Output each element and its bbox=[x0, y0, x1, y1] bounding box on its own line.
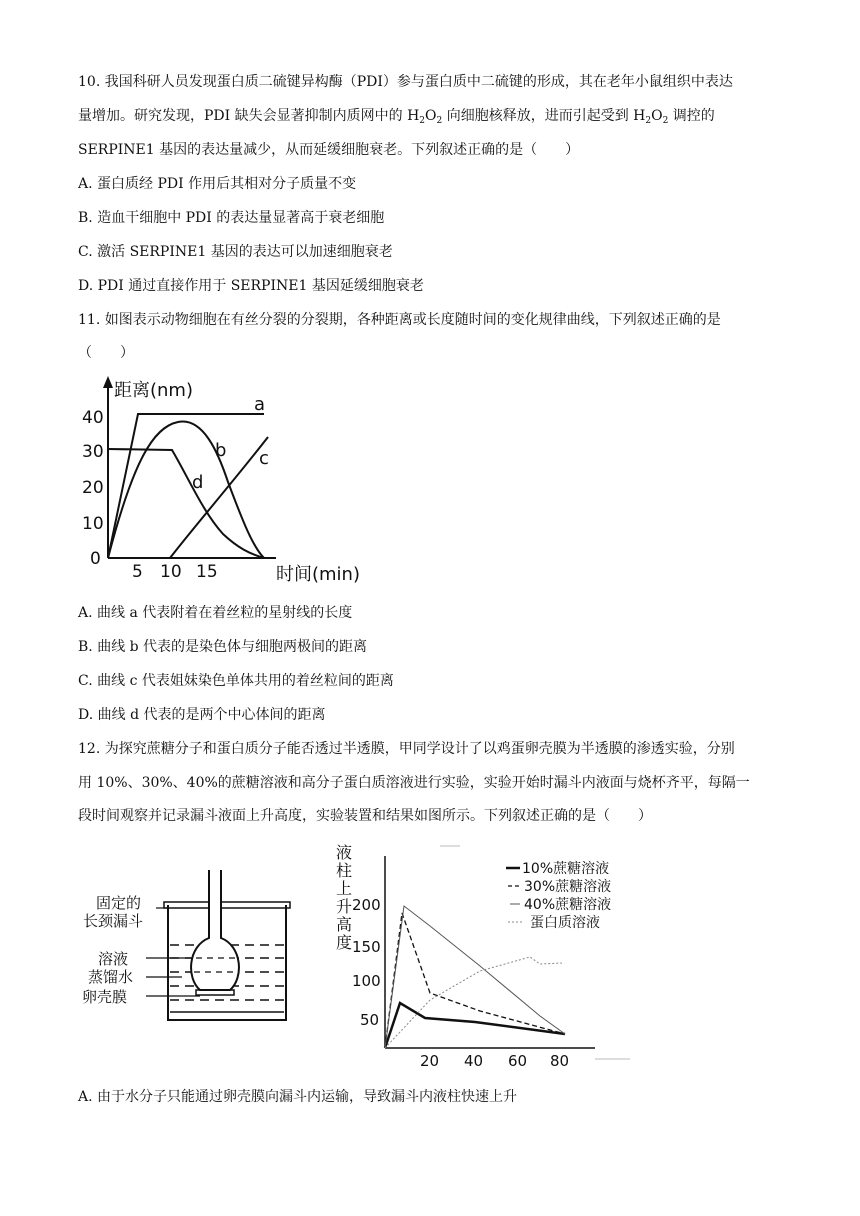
q11-option-d: D. 曲线 d 代表的是两个中心体间的距离 bbox=[78, 707, 326, 723]
q10-option-a: A. 蛋白质经 PDI 作用后其相对分子质量不变 bbox=[78, 176, 357, 192]
label-funnel: 长颈漏斗 bbox=[83, 912, 144, 930]
chart1-ytick-40: 40 bbox=[82, 408, 104, 428]
q11-option-a: A. 曲线 a 代表附着在着丝粒的星射线的长度 bbox=[78, 605, 353, 621]
chart2-xtick-60: 60 bbox=[508, 1052, 528, 1070]
chart2-ytick-150: 150 bbox=[352, 938, 381, 956]
chart2-ytick-200: 200 bbox=[352, 896, 381, 914]
curve-label-d: d bbox=[192, 472, 204, 493]
chart2-xtick-80: 80 bbox=[550, 1052, 570, 1070]
distance-time-chart bbox=[78, 372, 388, 592]
label-water: 蒸馏水 bbox=[88, 968, 134, 986]
chart1-ytick-10: 10 bbox=[82, 514, 104, 534]
chart1-xtick-10: 10 bbox=[160, 562, 182, 582]
q12-stem-line2: 用 10%、30%、40%的蔗糖溶液和高分子蛋白质溶液进行实验，实验开始时漏斗内液面与烧杯齐平，每隔一 bbox=[78, 775, 750, 791]
curve-label-c: c bbox=[259, 448, 269, 469]
osmosis-apparatus bbox=[78, 850, 298, 1030]
legend-40: 40%蔗糖溶液 bbox=[524, 897, 612, 913]
chart2-xtick-20: 20 bbox=[420, 1052, 440, 1070]
chart2-ytick-50: 50 bbox=[360, 1011, 380, 1029]
chart1-ylabel: 距离(nm) bbox=[114, 380, 193, 401]
beaker-lid bbox=[164, 902, 290, 908]
q11-option-c: C. 曲线 c 代表姐妹染色单体共用的着丝粒间的距离 bbox=[78, 673, 394, 689]
label-membrane: 卵壳膜 bbox=[82, 988, 128, 1006]
chart2-ylabel-c4: 升 bbox=[336, 897, 353, 916]
legend-30: 30%蔗糖溶液 bbox=[524, 879, 612, 895]
membrane bbox=[196, 990, 234, 995]
curve-label-a: a bbox=[254, 394, 266, 415]
curve-d bbox=[108, 449, 264, 558]
q10-option-d: D. PDI 通过直接作用于 SERPINE1 基因延缓细胞衰老 bbox=[78, 278, 424, 294]
chart1-ytick-30: 30 bbox=[82, 442, 104, 462]
chart2-ytick-100: 100 bbox=[352, 972, 381, 990]
chart1-xtick-5: 5 bbox=[132, 562, 143, 582]
q12-option-a: A. 由于水分子只能通过卵壳膜向漏斗内运输，导致漏斗内液柱快速上升 bbox=[78, 1089, 518, 1105]
q10-stem-line3: SERPINE1 基因的表达量减少，从而延缓细胞衰老。下列叙述正确的是（ ） bbox=[78, 142, 580, 158]
q12-stem-line3: 段时间观察并记录漏斗液面上升高度，实验装置和结果如图所示。下列叙述正确的是（ ） bbox=[78, 808, 652, 824]
chart1-y-arrow bbox=[103, 376, 113, 388]
chart2-ylabel-c2: 柱 bbox=[336, 861, 353, 880]
chart2-ylabel-c5: 高 bbox=[336, 915, 353, 934]
liquid-rise-chart bbox=[330, 838, 640, 1070]
q10-option-c: C. 激活 SERPINE1 基因的表达可以加速细胞衰老 bbox=[78, 244, 393, 260]
chart2-ylabel-c6: 度 bbox=[336, 933, 353, 952]
label-fixed: 固定的 bbox=[96, 894, 142, 912]
series-protein bbox=[385, 957, 562, 1048]
q10-stem-line1: 10. 我国科研人员发现蛋白质二硫键异构酶（PDI）参与蛋白质中二硫键的形成，其在老年小鼠组织中表达 bbox=[78, 74, 733, 90]
label-solution: 溶液 bbox=[98, 950, 129, 968]
chart2-ylabel-c3: 上 bbox=[336, 879, 353, 898]
legend-protein: 蛋白质溶液 bbox=[530, 915, 600, 931]
q10-stem-line2: 量增加。研究发现，PDI 缺失会显著抑制内质网中的 $H_2O_2$ 向细胞核释放，进而引起受到 $H_2O_2$ 调控的 bbox=[78, 108, 715, 126]
chart2-xtick-40: 40 bbox=[464, 1052, 484, 1070]
series-30pct bbox=[385, 913, 565, 1048]
chart1-ytick-0: 0 bbox=[90, 549, 101, 569]
chart1-xlabel: 时间(min) bbox=[276, 564, 360, 585]
chart2-ylabel-c1: 液 bbox=[336, 843, 353, 862]
curve-label-b: b bbox=[215, 440, 227, 461]
q11-stem-line1: 11. 如图表示动物细胞在有丝分裂的分裂期，各种距离或长度随时间的变化规律曲线，下列叙述正确的是 bbox=[78, 312, 721, 328]
chart1-ytick-20: 20 bbox=[82, 478, 104, 498]
legend-10: 10%蔗糖溶液 bbox=[522, 861, 610, 877]
q11-option-b: B. 曲线 b 代表的是染色体与细胞两极间的距离 bbox=[78, 639, 368, 655]
q10-option-b: B. 造血干细胞中 PDI 的表达量显著高于衰老细胞 bbox=[78, 210, 385, 226]
q11-stem-line2: （ ） bbox=[78, 345, 134, 361]
chart1-xtick-15: 15 bbox=[196, 562, 218, 582]
q12-stem-line1: 12. 为探究蔗糖分子和蛋白质分子能否透过半透膜，甲同学设计了以鸡蛋卵壳膜为半透膜的渗透实验，分别 bbox=[78, 741, 735, 757]
